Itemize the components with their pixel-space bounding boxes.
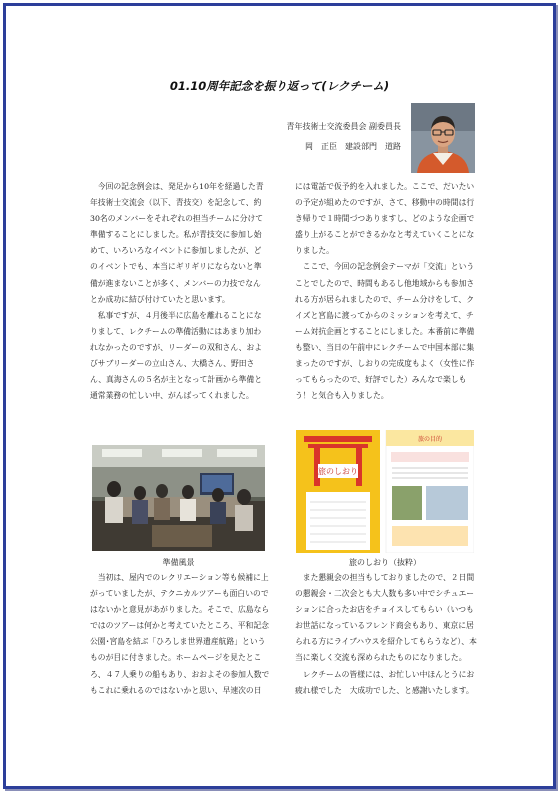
paragraph: また懇親会の担当もしておりましたので、２日間の懇親会・二次会とも大人数も多い中でシチュエーションに合ったお店をチョイスしてもらい（いつもお世話になっているフレンド商会もあり、東京に居られる方にライブハウスを紹介してもらうなど）、本当に楽しく交流も深められたものになりました。 <box>295 573 477 663</box>
column-left-top <box>90 179 268 404</box>
column-right-bottom <box>295 570 480 699</box>
booklet-right-title: 旅の目的 <box>417 436 443 443</box>
paragraph: 私事ですが、４月後半に広島を離れることになりまして、レクチームの準備活動にはあまり加われなかったのですが、リーダーの双和さん、およびサブリーダーの立山さん、大橋さん、野田さん、真海さんの５名が主となって計画から準備と通常業務の忙しい中、がんばってくれました。 <box>90 310 262 401</box>
article-title: 01.10周年記念を振り返って(レクチーム) <box>169 79 390 93</box>
author-portrait <box>411 103 475 173</box>
paragraph: 当初は、屋内でのレクリエーション等も候補に上がっていましたが、テクニカルツアーも面白いのではないかと意見があがりました。そこで、広島ならではのツアーは何かと考えていたところ、平和記念公園･宮島を結ぶ「ひろしま世界遺産航路」というものが目に付きました。ホームページを見たところ、４７人乗りの船もあり、おおよその参加人数でもこれに乗れるのではないかと思い、早速次の日 <box>90 573 270 695</box>
paragraph: 今回の記念例会は、発足から10年を経過した青年技術士交流会（以下、青技交）を記念して、約30名のメンバーをそれぞれの担当チームに分けて準備することにしました。私が青技交に参加し始めて、いろいろなイベントに参加しましたが、どのイベントでも、本当にギリギリにならないと準備が進まないことが多く、メンバーの力技でなんとか成功に結び付けていたと思います。 <box>90 182 264 304</box>
meeting-room-drawing <box>92 445 265 551</box>
travel-booklet-image <box>296 430 474 553</box>
paragraph: には電話で仮予約を入れました。ここで、だいたいの予定が組めたのですが、さて、移動中の時間は行き帰りで１時間づつありますし、どのような企画で盛り上がることができるかなと考えていくことになりました。 <box>295 182 475 256</box>
column-left-bottom <box>90 570 272 699</box>
photo-caption: 準備風景 <box>162 558 195 567</box>
author-name: 岡 正臣 建設部門 道路 <box>305 142 401 151</box>
booklet-title: 旅のしおり <box>318 467 358 476</box>
portrait-drawing <box>411 103 475 173</box>
preparation-photo <box>92 445 265 551</box>
column-right-top <box>295 179 480 404</box>
paragraph: レクチームの皆様には、お忙しい中ほんとうにお疲れ様でした 大成功でした、と感謝いたします。 <box>295 669 475 695</box>
author-role: 青年技術士交流委員会 副委員長 <box>286 122 401 131</box>
booklet-caption: 旅のしおり（抜粋） <box>349 558 421 567</box>
paragraph: ここで、今回の記念例会テーマが「交流」ということでしたので、時間もあるし他地域からも参加される方が居られましたので、チーム分けをして、クイズと宮島に渡ってからのミッションを考えて、チーム対抗企画とすることにしました。本番前に準備も整い、当日の午前中にレクチームで中国本部に集まったのですが、しおりの完成度もよく（女性に作ってもらったので、好評でした）みんなで楽しもう！と気合も入りました。 <box>295 262 475 401</box>
booklet-drawing <box>296 430 474 553</box>
